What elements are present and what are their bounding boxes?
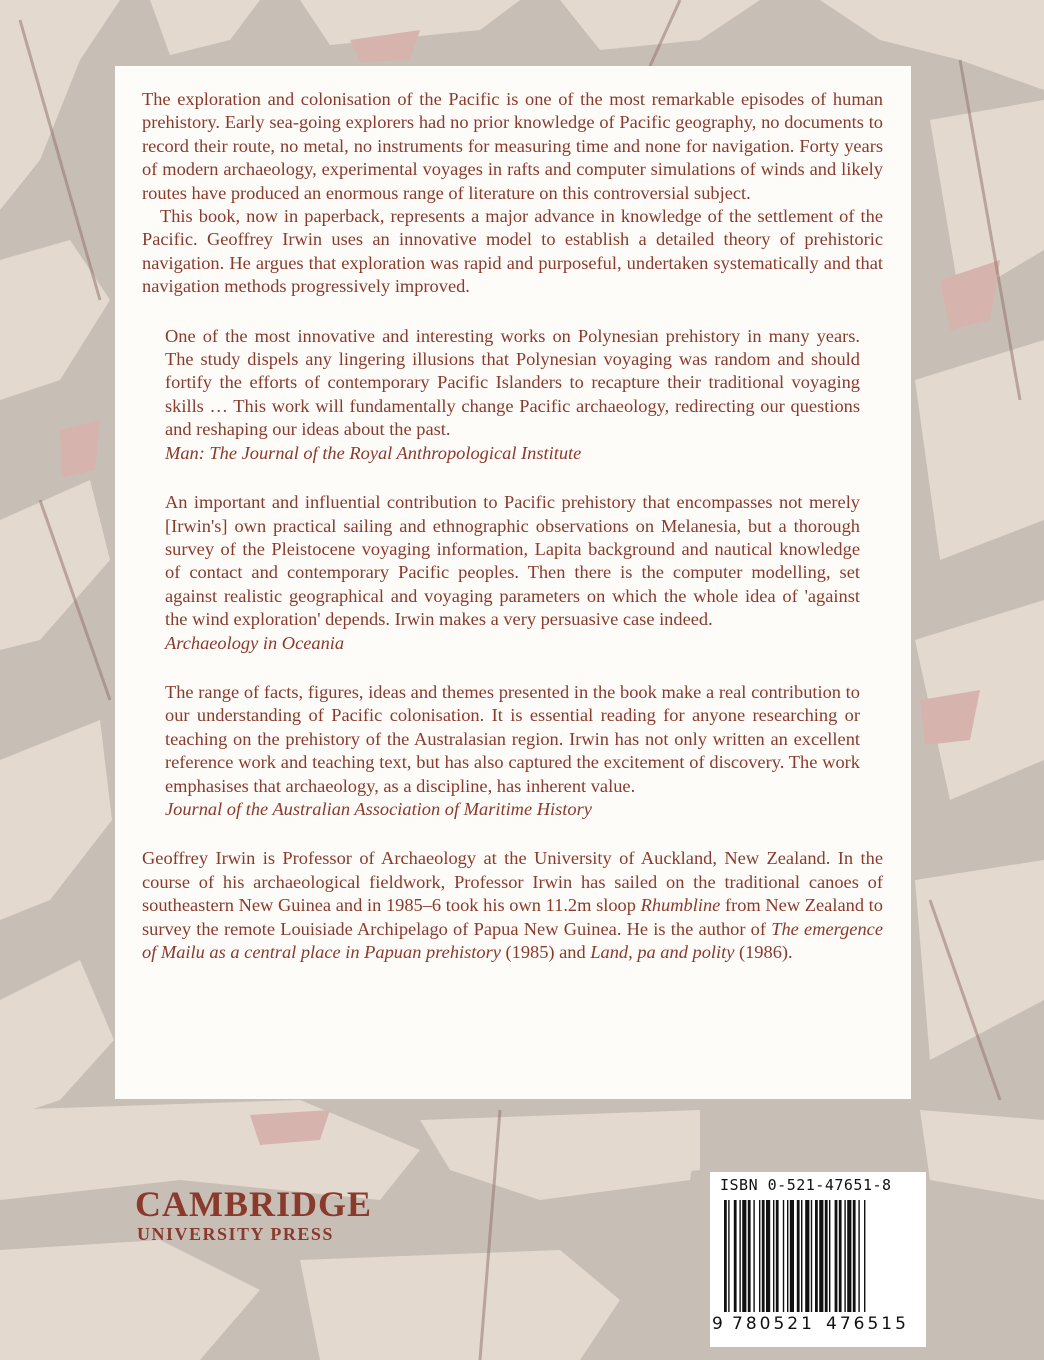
review-text: An important and influential contribution to Pacific prehistory that encompasses not merely [Irwin's] own practical sailing and ethnographic observations on Melanesia, but a thorough survey of the Pleistocene voyaging information, Lapita background and nautical knowledge of contact and contemporary Pacific peoples. Then there is the computer modelling, set against realistic geographical and voyaging parameters on which the whole idea of 'against the wind exploration' depends. Irwin makes a very persuasive case indeed. — [165, 492, 860, 630]
barcode-bar — [790, 1200, 794, 1312]
barcode-bar — [835, 1200, 838, 1312]
barcode-bar — [825, 1200, 828, 1312]
barcode-bar — [766, 1200, 770, 1312]
barcode-bar — [762, 1200, 765, 1312]
author-bio — [142, 847, 883, 964]
publisher-logo — [135, 1185, 372, 1245]
book-title: Land, pa and polity — [590, 942, 735, 962]
book-title: The emergence of Mailu as a central place in Papuan prehistory — [142, 918, 883, 962]
barcode-bar — [801, 1200, 802, 1312]
barcode-bar — [783, 1200, 784, 1312]
barcode-bar — [724, 1200, 727, 1312]
blurb-paragraph-2: This book, now in paperback, represents a major advance in knowledge of the settlement of the Pacific. Geoffrey Irwin uses an innovative model to establish a detailed theory of prehistoric navigation. He argues that exploration was rapid and purposeful, undertaken systematically and that navigation methods progressively improved. — [142, 206, 883, 297]
barcode-bar — [858, 1200, 859, 1312]
barcode-bar — [753, 1200, 754, 1312]
barcode-digits-right: 476515 — [826, 1314, 909, 1334]
barcode-bar — [805, 1200, 809, 1312]
review-text: One of the most innovative and interesting works on Polynesian prehistory in many years. The study dispels any lingering illusions that Polynesian voyaging was random and should fortify the efforts of contemporary Pacific Islanders to recapture their traditional voyaging skills … This work will fundamentally change Pacific archaeology, redirecting our questions and reshaping our ideas about the past. — [165, 325, 860, 440]
barcode-bar — [819, 1200, 823, 1312]
bio-text: from New Zealand to survey the remote Louisiade Archipelago of Papua New Guinea. He is the author of — [142, 895, 883, 939]
barcode-bar — [748, 1200, 751, 1312]
barcode-bar — [728, 1200, 729, 1312]
barcode-bar — [787, 1200, 788, 1312]
barcode-bar — [853, 1200, 856, 1312]
barcode — [718, 1200, 918, 1318]
barcode-bar — [864, 1200, 865, 1312]
barcode-digits-left: 780521 — [732, 1314, 815, 1334]
boat-name: Rhumbline — [640, 895, 721, 916]
review-text: The range of facts, figures, ideas and themes presented in the book make a real contribution to our understanding of Pacific colonisation. It is essential reading for anyone researching or teaching on the prehistory of the Australasian region. Irwin has not only written an excellent reference work and teaching text, but has also captured the excitement of discovery. The work emphasises that archaeology, as a discipline, has inherent value. — [165, 681, 860, 796]
review-source: Archaeology in Oceania — [165, 632, 345, 653]
barcode-bar — [776, 1200, 779, 1312]
barcode-bar — [742, 1200, 746, 1312]
isbn-label: ISBN 0-521-47651-8 — [720, 1176, 892, 1194]
barcode-bar — [734, 1200, 737, 1312]
barcode-bar — [773, 1200, 774, 1312]
bio-text: (1986). — [734, 942, 793, 962]
publisher-name: CAMBRIDGE — [135, 1184, 373, 1224]
barcode-bar — [829, 1200, 830, 1312]
review-quote-1 — [142, 325, 883, 465]
review-source: Man: The Journal of the Royal Anthropological Institute — [165, 442, 582, 463]
review-source: Journal of the Australian Association of Maritime History — [165, 798, 592, 819]
bio-text: Geoffrey Irwin is Professor of Archaeology at the University of Auckland, New Zealand. In the course of his archaeological fieldwork, Professor Irwin has sailed on the traditional canoes of southeastern New Guinea and in 1985–6 took his own 11.2m sloop — [142, 848, 883, 916]
blurb-paragraph-1: The exploration and colonisation of the Pacific is one of the most remarkable episodes of human prehistory. Early sea-going explorers had no prior knowledge of Pacific geography, no documents to record their route, no metal, no instruments for measuring time and none for navigation. Forty years of modern archaeology, experimental voyages in rafts and computer simulations of winds and likely routes have produced an enormous range of literature on this controversial subject. — [142, 89, 883, 203]
barcode-bar — [759, 1200, 760, 1312]
review-quote-2 — [142, 491, 883, 655]
publisher-subname: UNIVERSITY PRESS — [137, 1224, 334, 1244]
text-panel — [115, 66, 911, 1099]
barcode-bar — [839, 1200, 842, 1312]
barcode-bar — [797, 1200, 800, 1312]
barcode-digit-first: 9 — [712, 1314, 723, 1334]
barcode-bar — [847, 1200, 851, 1312]
barcode-bar — [815, 1200, 818, 1312]
isbn-barcode-box — [710, 1172, 926, 1347]
barcode-bar — [811, 1200, 812, 1312]
barcode-bar — [739, 1200, 740, 1312]
review-quote-3 — [142, 681, 883, 821]
bio-text: (1985) and — [500, 942, 591, 962]
barcode-bar — [844, 1200, 845, 1312]
